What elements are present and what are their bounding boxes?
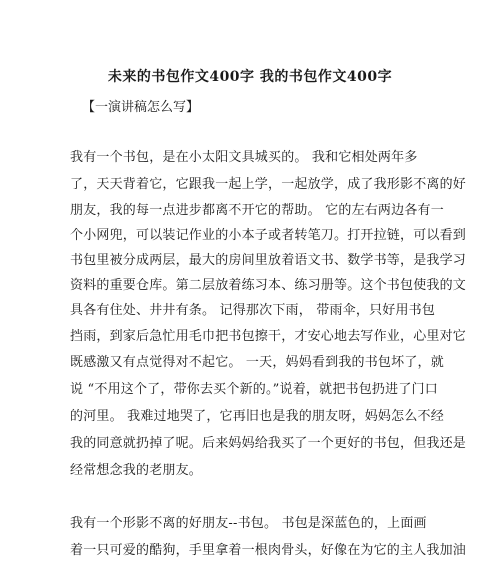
paragraph-1-line: 经常想念我的老朋友。 [70, 463, 203, 478]
paragraph-1-line: 挡雨，到家后急忙用毛巾把书包擦干，才安心地去写作业，心里对它 [70, 329, 467, 344]
paragraph-1-line: 我有一个书包，是在小太阳文具城买的。 我和它相处两年多 [70, 150, 418, 165]
paragraph-2-line: 我有一个形影不离的好朋友--书包。 书包是深蓝色的，上面画 [70, 516, 427, 531]
paragraph-1-line: 的河里。 我难过地哭了，它再旧也是我的朋友呀，妈妈怎么不经 [70, 409, 444, 424]
paragraph-1-line: 了，天天背着它，它跟我一起上学，一起放学，成了我形影不离的好 [70, 177, 467, 192]
paragraph-1-line: 书包里被分成两层，最大的房间里放着语文书、数学书等，是我学习 [70, 253, 467, 268]
paragraph-2-line: 着一只可爱的酷狗，手里拿着一根肉骨头，好像在为它的主人我加油 [70, 543, 467, 558]
paragraph-1-line: 既感激又有点觉得对不起它。 一天，妈妈看到我的书包坏了，就 [70, 355, 444, 370]
paragraph-1-line: 朋友，我的每一点进步都离不开它的帮助。 它的左右两边各有一 [70, 203, 444, 218]
paragraph-1-line: 资料的重要仓库。第二层放着练习本、练习册等。这个书包使我的文 [70, 278, 467, 293]
paragraph-1-line: 具各有住处、井井有条。 记得那次下雨， 带雨伞，只好用书包 [70, 303, 436, 318]
document-title: 未来的书包作文400字 我的书包作文400字 [107, 69, 393, 85]
document-subtitle: 【一演讲稿怎么写】 [82, 100, 200, 115]
paragraph-1-line: 我的同意就扔掉了呢。后来妈妈给我买了一个更好的书包，但我还是 [70, 436, 467, 451]
paragraph-1-line: 说 “不用这个了，带你去买个新的。”说着，就把书包扔进了门口 [70, 382, 438, 397]
paragraph-1-line: 个小网兜，可以装记作业的小本子或者转笔刀。打开拉链，可以看到 [70, 228, 467, 243]
